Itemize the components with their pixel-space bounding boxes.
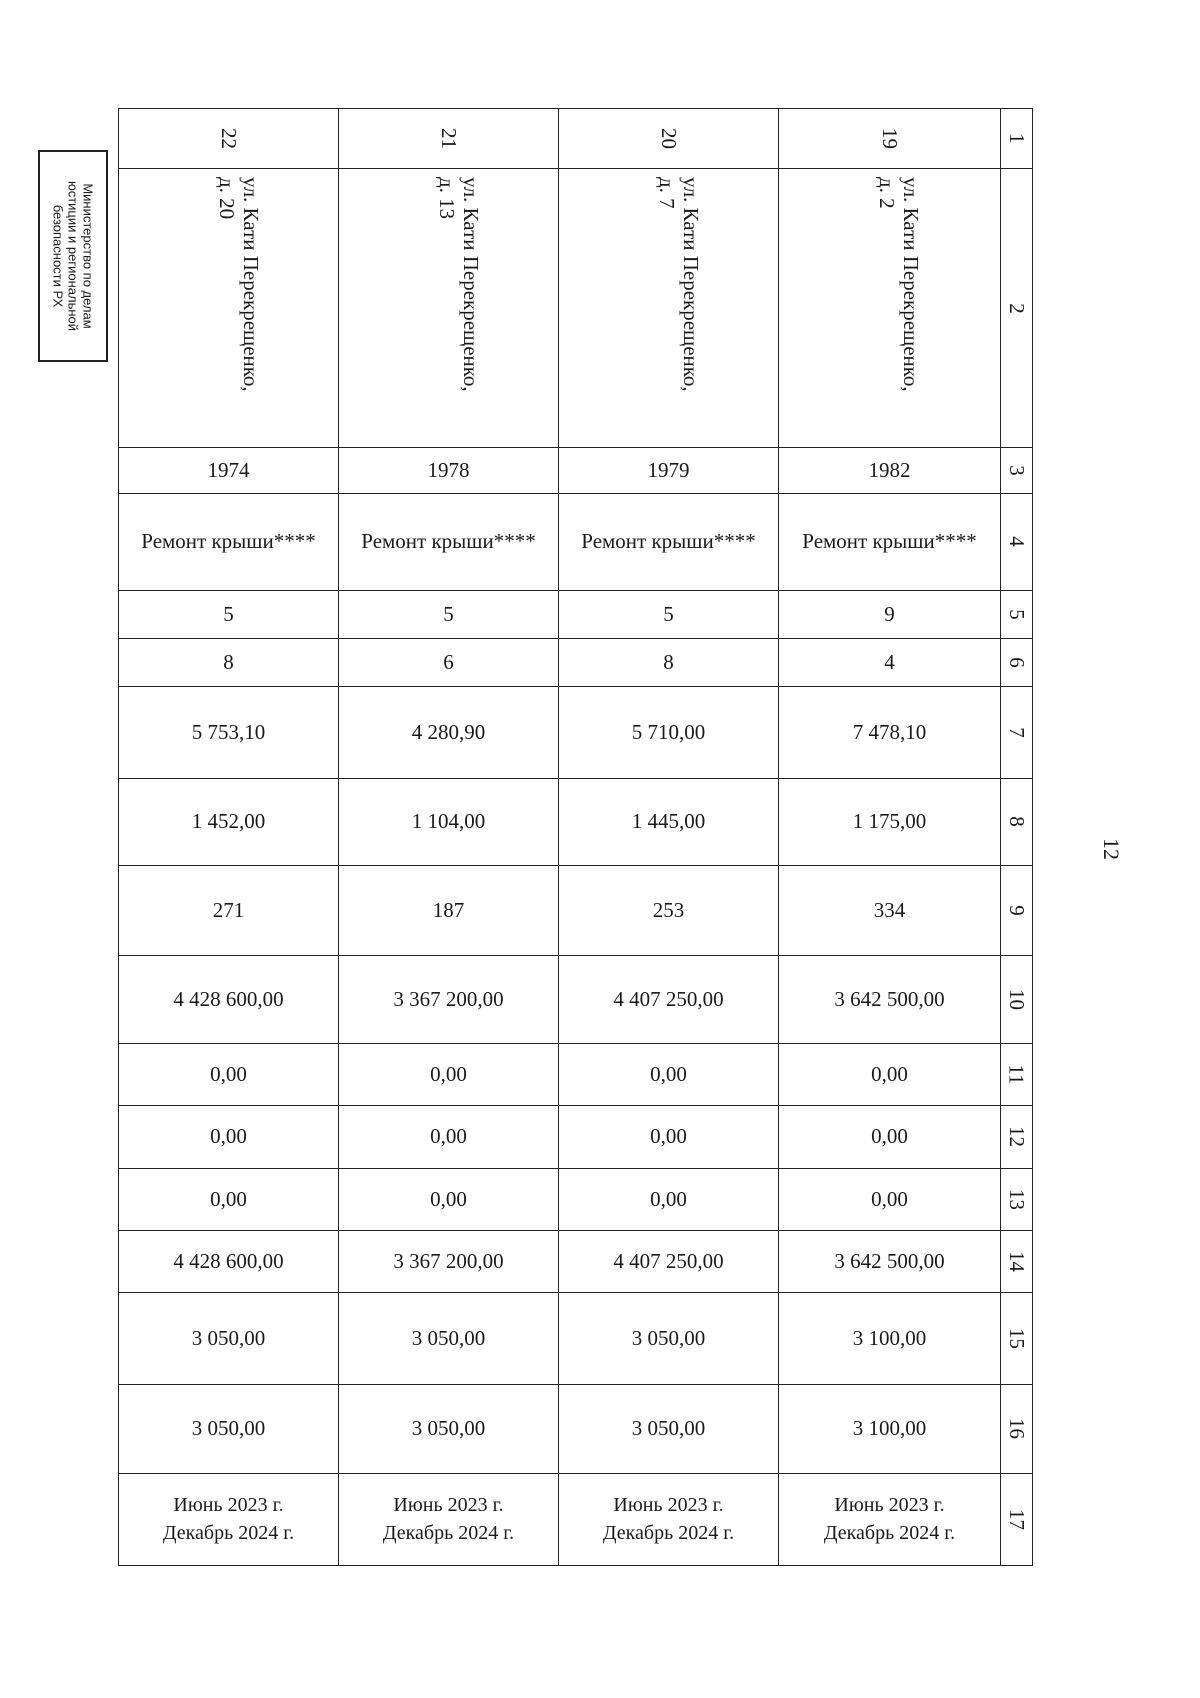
table-cell [119, 169, 339, 448]
cell-value: Ремонт крыши**** [802, 529, 977, 554]
table-cell [119, 865, 339, 955]
cell-value: 4 280,90 [411, 720, 486, 745]
cell-value: 187 [432, 897, 465, 922]
cell-value: 5 753,10 [191, 720, 266, 745]
cell-value: 4 428 600,00 [173, 986, 284, 1011]
cell-value: 5 [663, 601, 674, 626]
cell-value: 0,00 [871, 1062, 908, 1087]
column-number: 17 [1005, 1508, 1029, 1530]
address-text: ул. Кати Перекрещенко, д. 20 [215, 177, 263, 392]
table-row [119, 109, 1033, 169]
cell-value: 5 710,00 [631, 720, 706, 745]
table-cell [339, 1168, 559, 1230]
table-cell [339, 169, 559, 448]
table-cell [339, 1044, 559, 1106]
table-cell [339, 1473, 559, 1565]
cell-value: 3 367 200,00 [393, 986, 504, 1011]
table-cell [559, 955, 779, 1043]
cell-value: 3 050,00 [631, 1416, 706, 1441]
column-number: 16 [1005, 1418, 1029, 1440]
table-cell [559, 1230, 779, 1292]
column-number-cell [1001, 779, 1033, 865]
cell-value: 0,00 [210, 1062, 247, 1087]
repair-schedule-table [118, 108, 1033, 1566]
table-row [119, 1106, 1033, 1168]
table-cell [779, 686, 1001, 778]
table-row [119, 1473, 1033, 1565]
table-cell [119, 1106, 339, 1168]
cell-value: 0,00 [210, 1124, 247, 1149]
column-number-cell [1001, 865, 1033, 955]
table-cell [779, 1292, 1001, 1384]
table-cell [119, 448, 339, 494]
table-row [119, 686, 1033, 778]
start-date: Июнь 2023 г. [613, 1494, 724, 1517]
table-cell [779, 865, 1001, 955]
cell-value: Ремонт крыши**** [361, 529, 536, 554]
cell-value: 8 [223, 649, 234, 674]
table-cell [119, 1168, 339, 1230]
cell-value: 1 445,00 [631, 809, 706, 834]
cell-value: 3 642 500,00 [834, 1248, 945, 1273]
table-cell [339, 1106, 559, 1168]
end-date: Декабрь 2024 г. [382, 1522, 515, 1545]
table-cell [779, 169, 1001, 448]
cell-value: 253 [652, 897, 685, 922]
table-cell [779, 1230, 1001, 1292]
table-cell [119, 1292, 339, 1384]
column-number: 1 [1005, 133, 1029, 144]
cell-value: 6 [443, 649, 454, 674]
stamp-line: безопасности РХ [50, 204, 66, 308]
column-number: 12 [1005, 1126, 1029, 1148]
column-number-cell [1001, 1385, 1033, 1473]
column-number: 4 [1005, 536, 1029, 548]
table-cell [339, 638, 559, 686]
address-text: ул. Кати Перекрещенко, д. 2 [875, 177, 923, 392]
ministry-stamp [38, 150, 108, 362]
column-number-cell [1001, 1292, 1033, 1384]
column-number: 2 [1005, 302, 1029, 314]
table-cell [559, 494, 779, 590]
table-cell [339, 1292, 559, 1384]
table-row [119, 1292, 1033, 1384]
table-row [119, 638, 1033, 686]
table-cell [339, 1230, 559, 1292]
record-number: 22 [217, 128, 241, 150]
table-cell [779, 638, 1001, 686]
cell-value: 3 642 500,00 [834, 986, 945, 1011]
column-number-cell [1001, 590, 1033, 638]
column-number-cell [1001, 1106, 1033, 1168]
table-cell [559, 169, 779, 448]
table-row [119, 1168, 1033, 1230]
record-number: 21 [437, 128, 461, 150]
table-cell [559, 1044, 779, 1106]
table-cell [339, 109, 559, 169]
table-cell [339, 865, 559, 955]
page-number: 12 [1099, 838, 1124, 860]
table-cell [119, 590, 339, 638]
table-cell [559, 686, 779, 778]
address-text: ул. Кати Перекрещенко, д. 7 [655, 177, 703, 392]
table-cell [779, 590, 1001, 638]
table-cell [559, 1473, 779, 1565]
cell-value: 334 [873, 897, 906, 922]
column-number: 6 [1005, 657, 1029, 668]
table-cell [779, 1106, 1001, 1168]
column-number: 13 [1005, 1188, 1029, 1210]
cell-value: 0,00 [871, 1124, 908, 1149]
column-number-cell [1001, 109, 1033, 169]
table-cell [339, 686, 559, 778]
table-cell [779, 1044, 1001, 1106]
address-text: ул. Кати Перекрещенко, д. 13 [435, 177, 483, 392]
table-cell [119, 955, 339, 1043]
table-cell [559, 638, 779, 686]
cell-value: 3 050,00 [191, 1416, 266, 1441]
end-date: Декабрь 2024 г. [602, 1522, 735, 1545]
table-cell [119, 1473, 339, 1565]
table-row [119, 779, 1033, 865]
cell-value: 5 [443, 601, 454, 626]
table-cell [779, 109, 1001, 169]
cell-value: 4 [884, 649, 895, 674]
cell-value: 3 367 200,00 [393, 1248, 504, 1273]
table-cell [559, 109, 779, 169]
cell-value: 0,00 [650, 1186, 687, 1211]
column-number-cell [1001, 955, 1033, 1043]
cell-value: 8 [663, 649, 674, 674]
column-number: 3 [1005, 465, 1029, 476]
table-row [119, 448, 1033, 494]
table-row [119, 169, 1033, 448]
cell-value: 1 175,00 [852, 809, 927, 834]
ministry-stamp-text [51, 156, 96, 356]
record-number: 19 [878, 128, 902, 150]
table-cell [779, 1473, 1001, 1565]
column-number: 11 [1004, 1064, 1029, 1085]
end-date: Декабрь 2024 г. [162, 1522, 295, 1545]
column-number-cell [1001, 1168, 1033, 1230]
cell-value: 271 [212, 897, 245, 922]
column-number: 15 [1005, 1328, 1029, 1350]
table-cell [559, 448, 779, 494]
table-cell [119, 1044, 339, 1106]
table-cell [559, 1292, 779, 1384]
column-number-cell [1001, 494, 1033, 590]
table-cell [119, 686, 339, 778]
cell-value: 1974 [207, 458, 250, 483]
stamp-line: юстиции и региональной [65, 180, 81, 332]
column-number-cell [1001, 169, 1033, 448]
cell-value: 3 100,00 [852, 1326, 927, 1351]
table-cell [559, 1106, 779, 1168]
cell-value: 0,00 [430, 1186, 467, 1211]
table-cell [779, 1168, 1001, 1230]
cell-value: 9 [884, 601, 895, 626]
table-cell [559, 779, 779, 865]
end-date: Декабрь 2024 г. [823, 1522, 956, 1545]
table-cell [559, 590, 779, 638]
column-number-cell [1001, 686, 1033, 778]
table-cell [559, 1385, 779, 1473]
table-cell [339, 779, 559, 865]
column-number-cell [1001, 1473, 1033, 1565]
table-cell [559, 865, 779, 955]
column-number-cell [1001, 638, 1033, 686]
column-number: 7 [1005, 727, 1029, 738]
table-row [119, 1044, 1033, 1106]
cell-value: Ремонт крыши**** [581, 529, 756, 554]
table-cell [559, 1168, 779, 1230]
table-cell [779, 1385, 1001, 1473]
column-number: 10 [1005, 988, 1029, 1010]
cell-value: 3 050,00 [411, 1416, 486, 1441]
column-number: 5 [1005, 608, 1029, 620]
cell-value: 0,00 [650, 1124, 687, 1149]
table-cell [119, 1230, 339, 1292]
table-row [119, 590, 1033, 638]
cell-value: 0,00 [430, 1062, 467, 1087]
table-row [119, 494, 1033, 590]
column-number: 8 [1005, 816, 1029, 828]
record-number: 20 [657, 128, 681, 150]
cell-value: 7 478,10 [852, 720, 927, 745]
table-cell [119, 1385, 339, 1473]
table-cell [339, 1385, 559, 1473]
table-row [119, 865, 1033, 955]
cell-value: Ремонт крыши**** [141, 529, 316, 554]
table-cell [119, 494, 339, 590]
table-cell [119, 779, 339, 865]
cell-value: 1982 [868, 458, 911, 483]
table-row [119, 1230, 1033, 1292]
table-cell [779, 494, 1001, 590]
start-date: Июнь 2023 г. [834, 1494, 945, 1517]
cell-value: 0,00 [210, 1186, 247, 1211]
column-number: 14 [1005, 1250, 1029, 1272]
table-cell [339, 590, 559, 638]
column-number-cell [1001, 448, 1033, 494]
cell-value: 0,00 [650, 1062, 687, 1087]
cell-value: 1978 [427, 458, 470, 483]
cell-value: 4 407 250,00 [613, 986, 724, 1011]
stamp-line: Министерство по делам [80, 183, 96, 329]
table-cell [119, 109, 339, 169]
cell-value: 1979 [647, 458, 690, 483]
table-cell [779, 779, 1001, 865]
table-cell [339, 955, 559, 1043]
cell-value: 5 [223, 601, 234, 626]
table-cell [119, 638, 339, 686]
column-number-cell [1001, 1230, 1033, 1292]
cell-value: 4 407 250,00 [613, 1248, 724, 1273]
cell-value: 3 050,00 [411, 1326, 486, 1351]
start-date: Июнь 2023 г. [173, 1494, 284, 1517]
cell-value: 1 452,00 [191, 809, 266, 834]
table-row [119, 955, 1033, 1043]
cell-value: 0,00 [871, 1186, 908, 1211]
cell-value: 3 100,00 [852, 1416, 927, 1441]
cell-value: 4 428 600,00 [173, 1248, 284, 1273]
table-cell [339, 494, 559, 590]
column-number: 9 [1005, 904, 1029, 916]
table-cell [779, 955, 1001, 1043]
cell-value: 3 050,00 [191, 1326, 266, 1351]
table-row [119, 1385, 1033, 1473]
start-date: Июнь 2023 г. [393, 1494, 504, 1517]
cell-value: 3 050,00 [631, 1326, 706, 1351]
table-cell [339, 448, 559, 494]
column-number-cell [1001, 1044, 1033, 1106]
table-cell [779, 448, 1001, 494]
cell-value: 0,00 [430, 1124, 467, 1149]
cell-value: 1 104,00 [411, 809, 486, 834]
